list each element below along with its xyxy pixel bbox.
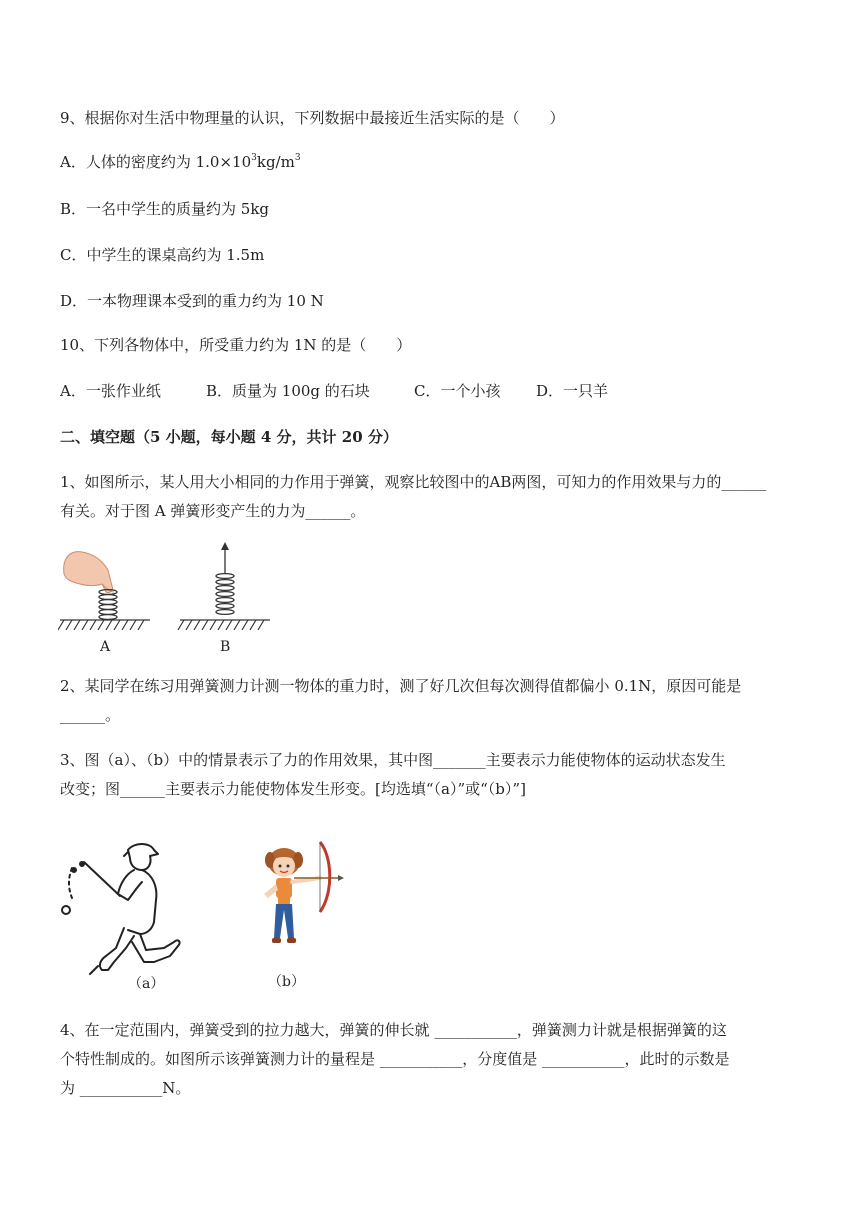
ground-a <box>58 620 150 630</box>
f3-line2: 改变；图______主要表示力能使物体发生形变。[均选填“（a）”或“（b）”] <box>60 780 526 798</box>
q10-option-d: D．一只羊 <box>536 382 609 400</box>
q9-option-a-unit: kg/m <box>256 153 295 171</box>
ground-b <box>178 620 270 630</box>
f4-line2: 个特性制成的。如图所示该弹簧测力计的量程是 ___________，分度值是 ___________，此时的示数是 <box>60 1050 730 1068</box>
finger-illustration <box>64 552 114 593</box>
q9-stem: 9、根据你对生活中物理量的认识，下列数据中最接近生活实际的是（ ） <box>60 109 565 127</box>
section-heading: 二、填空题（5 小题，每小题 4 分，共计 20 分） <box>60 428 398 446</box>
q10-option-b: B．质量为 100g 的石块 <box>206 382 370 400</box>
f2-line1: 2、某同学在练习用弹簧测力计测一物体的重力时，测了好几次但每次测得值都偏小 0.1N，原因可能是 <box>60 677 742 695</box>
figure-caption-a: （a） <box>128 976 165 992</box>
q9-option-b: B．一名中学生的质量约为 5kg <box>60 200 270 218</box>
q9-option-a-unit-exponent: 3 <box>294 153 301 163</box>
f1-line2: 有关。对于图 A 弹簧形变产生的力为______。 <box>60 502 366 520</box>
f1-line1: 1、如图所示，某人用大小相同的力作用于弹簧，观察比较图中的AB两图，可知力的作用效果与力的______ <box>60 473 767 491</box>
q9-option-d: D．一本物理课本受到的重力约为 10 N <box>60 292 324 310</box>
up-arrow-icon <box>221 542 229 574</box>
spring-a <box>99 590 117 620</box>
q9-option-a <box>60 151 301 173</box>
q10-option-a: A．一张作业纸 <box>60 382 161 400</box>
f4-line1: 4、在一定范围内，弹簧受到的拉力越大，弹簧的伸长就 ___________，弹簧测力计就是根据弹簧的这 <box>60 1021 727 1039</box>
q9-option-a-exponent: 3 <box>251 153 257 163</box>
f3-line1: 3、图（a）、（b）中的情景表示了力的作用效果，其中图_______主要表示力能使物体的运动状态发生 <box>60 751 726 769</box>
spring-b <box>216 574 234 615</box>
q10-stem: 10、下列各物体中，所受重力约为 1N 的是（ ） <box>60 336 412 354</box>
figure-label-a: A <box>100 639 111 655</box>
spring-figure <box>58 540 278 658</box>
figure-caption-b: （b） <box>268 974 305 990</box>
q10-option-c: C．一个小孩 <box>414 382 501 400</box>
f2-line2: ______。 <box>60 706 121 724</box>
q9-option-a-text: A．人体的密度约为 1.0×10 <box>60 153 252 171</box>
figure-label-b: B <box>220 639 231 655</box>
q10-options <box>60 380 608 402</box>
archer-girl-illustration <box>264 842 344 943</box>
baseball-batter-illustration <box>62 844 180 974</box>
force-effect-figure <box>58 838 358 998</box>
f4-line3: 为 ___________N。 <box>60 1079 191 1097</box>
q9-option-c: C．中学生的课桌高约为 1.5m <box>60 246 265 264</box>
